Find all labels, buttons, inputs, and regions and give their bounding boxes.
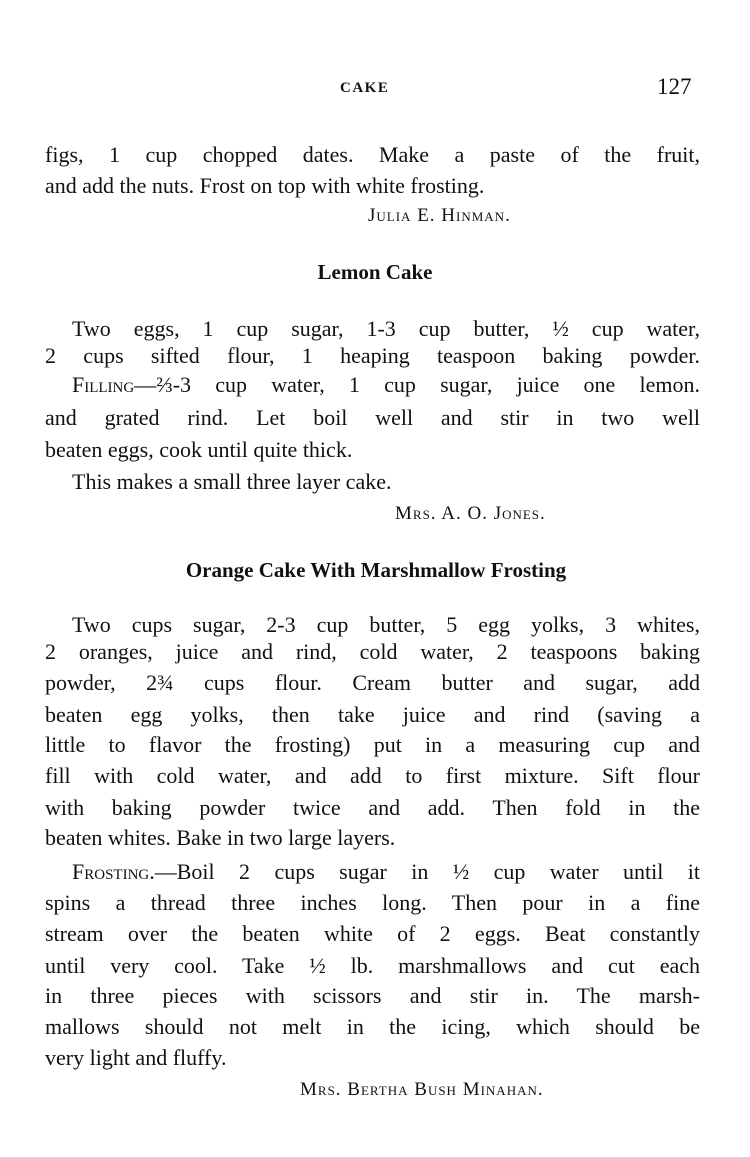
text-line: little to flavor the frosting) put in a measuring cup and	[45, 732, 700, 757]
text-line: until very cool. Take ½ lb. marshmallows and cut each	[45, 953, 700, 978]
text-line: spins a thread three inches long. Then pour in a fine	[45, 890, 700, 915]
text-line: This makes a small three layer cake.	[72, 469, 392, 494]
signature: Mrs. A. O. Jones.	[395, 503, 546, 524]
text-line: beaten whites. Bake in two large layers.	[45, 825, 396, 850]
text-line: Two eggs, 1 cup sugar, 1-3 cup butter, ½ cup water,	[72, 316, 700, 341]
text-line: figs, 1 cup chopped dates. Make a paste of the fruit,	[45, 142, 700, 167]
text-line: and grated rind. Let boil well and stir in two well	[45, 405, 700, 430]
text-line: powder, 2¾ cups flour. Cream butter and sugar, add	[45, 670, 700, 695]
text-line: very light and fluffy.	[45, 1045, 227, 1070]
signature: Mrs. Bertha Bush Minahan.	[300, 1079, 544, 1100]
text-line: in three pieces with scissors and stir in. The marsh-	[45, 983, 700, 1008]
signature: Julia E. Hinman.	[368, 205, 511, 226]
text-line: 2 oranges, juice and rind, cold water, 2 teaspoons baking	[45, 639, 700, 664]
text-line: with baking powder twice and add. Then fold in the	[45, 795, 700, 820]
text-line: beaten eggs, cook until quite thick.	[45, 437, 353, 462]
running-head: CAKE	[340, 80, 390, 96]
frosting-label: Frosting	[72, 859, 150, 884]
recipe-title: Orange Cake With Marshmallow Frosting	[185, 558, 567, 582]
text-line: Two cups sugar, 2-3 cup butter, 5 egg yolks, 3 whites,	[72, 612, 700, 637]
filling-label: Filling	[72, 372, 135, 397]
text-line: 2 cups sifted flour, 1 heaping teaspoon baking powder.	[45, 343, 700, 368]
text-line	[72, 371, 700, 399]
filling-text: —⅔-3 cup water, 1 cup sugar, juice one lemon.	[134, 372, 700, 397]
frosting-text: .—Boil 2 cups sugar in ½ cup water until it	[149, 859, 700, 884]
text-line: beaten egg yolks, then take juice and rind (saving a	[45, 702, 700, 727]
page-number: 127	[657, 74, 692, 99]
text-line: fill with cold water, and add to first mixture. Sift flour	[45, 763, 700, 788]
text-line: stream over the beaten white of 2 eggs. Beat constantly	[45, 921, 700, 946]
text-line: and add the nuts. Frost on top with white frosting.	[45, 173, 485, 198]
text-line	[72, 858, 700, 886]
text-line: mallows should not melt in the icing, which should be	[45, 1014, 700, 1039]
recipe-title: Lemon Cake	[317, 260, 433, 284]
